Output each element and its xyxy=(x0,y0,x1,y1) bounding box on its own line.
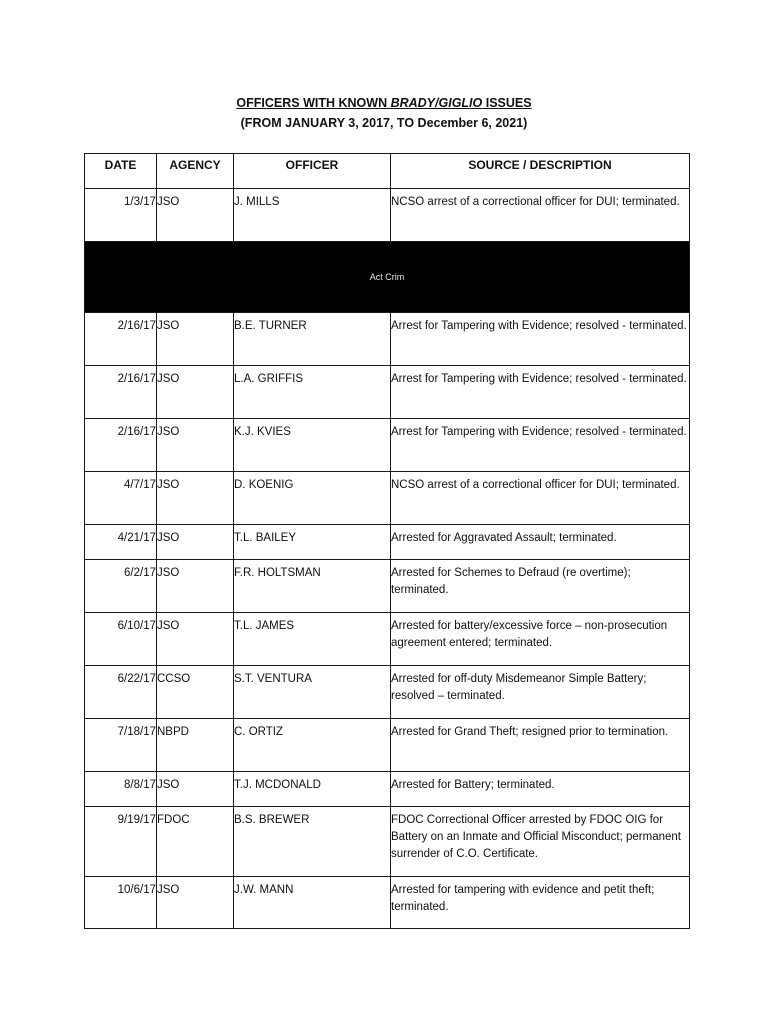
row-description: Arrested for tampering with evidence and petit theft; terminated. xyxy=(391,877,690,929)
row-description: FDOC Correctional Officer arrested by FDOC OIG for Battery on an Inmate and Official Misconduct; permanent surrender of C.O. Certificate. xyxy=(391,807,690,877)
header-date: DATE xyxy=(85,154,157,189)
row-agency: JSO xyxy=(157,525,234,560)
row-agency: JSO xyxy=(157,560,234,613)
table-row xyxy=(85,560,690,613)
row-description: Arrested for Schemes to Defraud (re overtime); terminated. xyxy=(391,560,690,613)
row-officer: D. KOENIG xyxy=(234,472,391,525)
row-agency: JSO xyxy=(157,772,234,807)
row-agency: JSO xyxy=(157,472,234,525)
row-description: Arrested for Battery; terminated. xyxy=(391,772,690,807)
row-description: Arrest for Tampering with Evidence; resolved - terminated. xyxy=(391,313,690,366)
row-description: Arrested for Aggravated Assault; terminated. xyxy=(391,525,690,560)
table-row xyxy=(85,472,690,525)
row-officer: S.T. VENTURA xyxy=(234,666,391,719)
row-agency: FDOC xyxy=(157,807,234,877)
row-date: 7/18/17 xyxy=(85,719,157,772)
row-agency: JSO xyxy=(157,189,234,242)
row-officer: K.J. KVIES xyxy=(234,419,391,472)
row-officer: F.R. HOLTSMAN xyxy=(234,560,391,613)
row-description: Arrest for Tampering with Evidence; resolved - terminated. xyxy=(391,419,690,472)
header-officer: OFFICER xyxy=(234,154,391,189)
table-row xyxy=(85,189,690,242)
row-date: 2/16/17 xyxy=(85,313,157,366)
table-row xyxy=(85,807,690,877)
row-description: NCSO arrest of a correctional officer for DUI; terminated. xyxy=(391,189,690,242)
title-prefix: OFFICERS WITH KNOWN xyxy=(236,96,391,110)
officers-table xyxy=(84,153,690,929)
table-row xyxy=(85,772,690,807)
row-date: 6/10/17 xyxy=(85,613,157,666)
row-agency: JSO xyxy=(157,613,234,666)
row-date: 1/3/17 xyxy=(85,189,157,242)
table-row xyxy=(85,719,690,772)
row-agency: JSO xyxy=(157,877,234,929)
title-suffix: ISSUES xyxy=(482,96,532,110)
document-title xyxy=(0,96,768,110)
row-date: 6/22/17 xyxy=(85,666,157,719)
header-description: SOURCE / DESCRIPTION xyxy=(391,154,690,189)
row-officer: T.L. JAMES xyxy=(234,613,391,666)
row-agency: JSO xyxy=(157,313,234,366)
row-date: 8/8/17 xyxy=(85,772,157,807)
row-description: Arrested for Grand Theft; resigned prior to termination. xyxy=(391,719,690,772)
table-row xyxy=(85,613,690,666)
row-date: 10/6/17 xyxy=(85,877,157,929)
row-agency: JSO xyxy=(157,366,234,419)
row-date: 4/21/17 xyxy=(85,525,157,560)
row-officer: T.J. MCDONALD xyxy=(234,772,391,807)
row-officer: L.A. GRIFFIS xyxy=(234,366,391,419)
document-subtitle: (FROM JANUARY 3, 2017, TO December 6, 2021) xyxy=(240,116,528,130)
row-agency: CCSO xyxy=(157,666,234,719)
row-date: 2/16/17 xyxy=(85,366,157,419)
header-agency: AGENCY xyxy=(157,154,234,189)
row-officer: B.S. BREWER xyxy=(234,807,391,877)
row-date: 2/16/17 xyxy=(85,419,157,472)
row-officer: J.W. MANN xyxy=(234,877,391,929)
row-officer: C. ORTIZ xyxy=(234,719,391,772)
row-date: 4/7/17 xyxy=(85,472,157,525)
table-row xyxy=(85,313,690,366)
table-row xyxy=(85,366,690,419)
redacted-row xyxy=(85,242,690,313)
row-description: Arrested for battery/excessive force – non-prosecution agreement entered; terminated. xyxy=(391,613,690,666)
redaction-label: Act Crim xyxy=(85,242,690,313)
table-row xyxy=(85,525,690,560)
row-description: Arrest for Tampering with Evidence; resolved - terminated. xyxy=(391,366,690,419)
table-row xyxy=(85,419,690,472)
row-officer: T.L. BAILEY xyxy=(234,525,391,560)
row-date: 9/19/17 xyxy=(85,807,157,877)
table-row xyxy=(85,666,690,719)
table-header-row xyxy=(85,154,690,189)
row-officer: B.E. TURNER xyxy=(234,313,391,366)
row-description: NCSO arrest of a correctional officer for DUI; terminated. xyxy=(391,472,690,525)
title-italic: BRADY/GIGLIO xyxy=(390,96,483,110)
row-officer: J. MILLS xyxy=(234,189,391,242)
row-description: Arrested for off-duty Misdemeanor Simple Battery; resolved – terminated. xyxy=(391,666,690,719)
row-agency: JSO xyxy=(157,419,234,472)
row-date: 6/2/17 xyxy=(85,560,157,613)
row-agency: NBPD xyxy=(157,719,234,772)
table-row xyxy=(85,877,690,929)
